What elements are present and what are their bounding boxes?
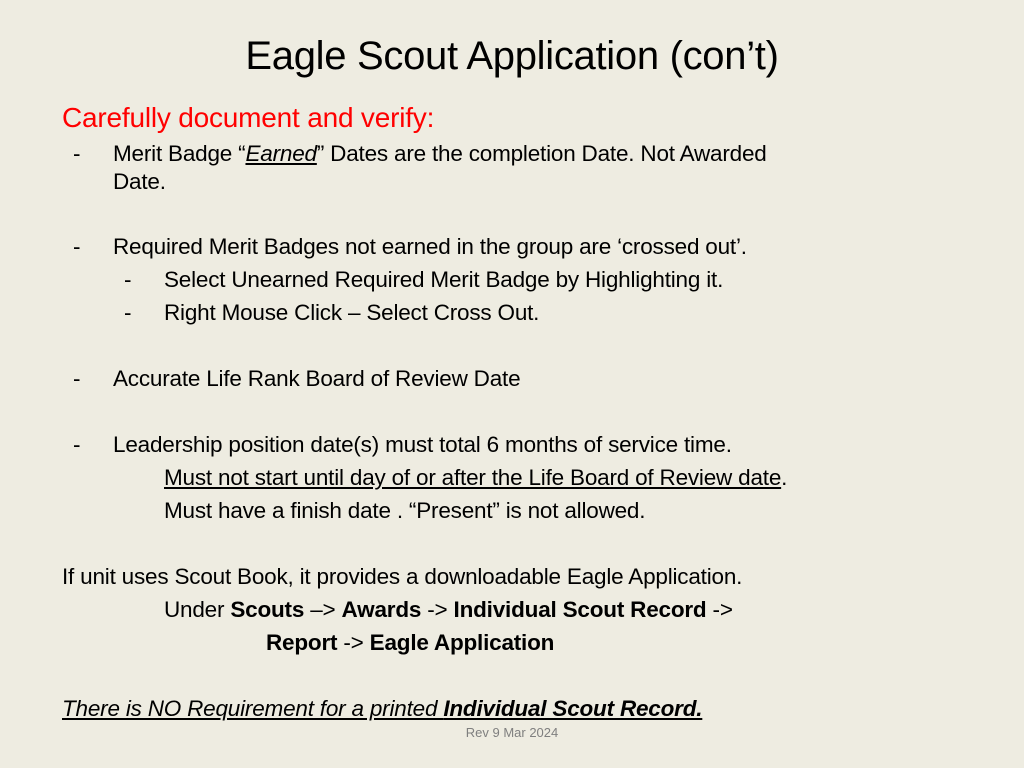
note1-underlined: Must not start until day of or after the Life Board of Review date <box>164 465 782 490</box>
closing-italic: There is NO Requirement for a printed <box>62 696 444 721</box>
item-leadership: Leadership position date(s) must total 6 months of service time. <box>113 432 732 457</box>
closing-note <box>62 695 702 723</box>
revision-footer: Rev 9 Mar 2024 <box>465 725 559 740</box>
subitem-highlight: Select Unearned Required Merit Badge by Highlighting it. <box>164 267 724 292</box>
closing-bold: Individual Scout Record. <box>443 696 703 721</box>
path-scouts: Scouts <box>230 597 305 622</box>
bullet-dash: - <box>73 234 81 259</box>
section-heading: Carefully document and verify: <box>62 102 435 133</box>
path-report: Report <box>266 630 338 655</box>
note1-period: . <box>781 465 788 490</box>
item-life-rank-bor: Accurate Life Rank Board of Review Date <box>113 366 521 391</box>
item-crossed-out: Required Merit Badges not earned in the group are ‘crossed out’. <box>113 234 747 259</box>
scoutbook-path-2 <box>266 629 554 657</box>
scoutbook-path-1 <box>164 596 733 624</box>
path-under: Under <box>164 597 231 622</box>
slide-title: Eagle Scout Application (con’t) <box>245 34 779 78</box>
path-individual-record: Individual Scout Record <box>453 597 707 622</box>
subitem-cross-out: Right Mouse Click – Select Cross Out. <box>164 300 540 325</box>
item1-prefix: Merit Badge “ <box>113 141 246 166</box>
item1-suffix: ” Dates are the completion Date. Not Awarded <box>316 141 767 166</box>
path-arrow-4: -> <box>337 630 370 655</box>
path-arrow-1: –> <box>304 597 342 622</box>
path-awards: Awards <box>341 597 422 622</box>
leadership-note-finish: Must have a finish date . “Present” is not allowed. <box>164 498 646 523</box>
bullet-dash: - <box>73 366 81 391</box>
scoutbook-intro: If unit uses Scout Book, it provides a downloadable Eagle Application. <box>62 564 743 589</box>
path-eagle-application: Eagle Application <box>369 630 555 655</box>
bullet-dash: - <box>73 141 81 166</box>
bullet-dash: - <box>73 432 81 457</box>
item1-line2: Date. <box>113 169 166 194</box>
item1-earned: Earned <box>245 141 317 166</box>
sub-bullet-dash: - <box>124 267 132 292</box>
sub-bullet-dash: - <box>124 300 132 325</box>
path-arrow-3: -> <box>706 597 733 622</box>
leadership-note-start <box>164 464 787 492</box>
path-arrow-2: -> <box>421 597 454 622</box>
item-merit-badge-dates <box>113 140 767 168</box>
